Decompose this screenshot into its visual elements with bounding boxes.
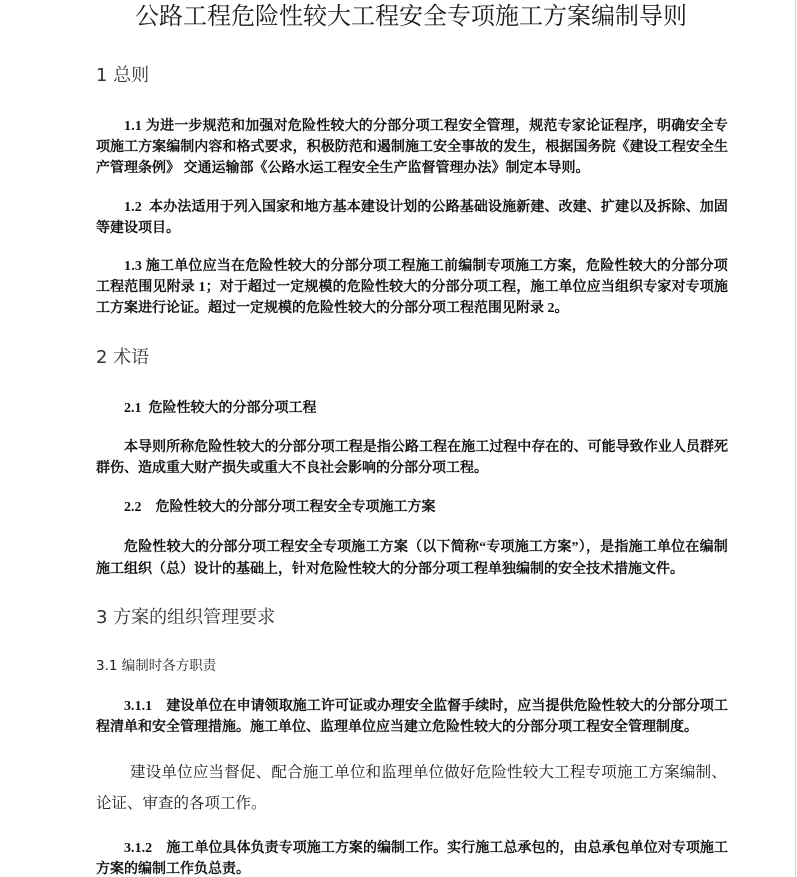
paragraph-line: 1.1 为进一步规范和加强对危险性较大的分部分项工程安全管理，规范专家论证程序，明确安全专	[124, 119, 728, 134]
paragraph-line: 产管理条例》 交通运输部《公路水运工程安全生产监督管理办法》制定本导则。	[96, 161, 590, 176]
paragraph-line: 3.1.2 施工单位具体负责专项施工方案的编制工作。实行施工总承包的，由总承包单位对专项施工	[124, 841, 728, 856]
page-edge-divider	[795, 0, 796, 877]
document-title: 公路工程危险性较大工程安全专项施工方案编制导则	[135, 2, 687, 30]
section-heading-3: 3 方案的组织管理要求	[96, 607, 276, 628]
paragraph-line: 方案的编制工作负总责。	[96, 862, 250, 877]
paragraph-line: 施工组织（总）设计的基础上，针对危险性较大的分部分项工程单独编制的安全技术措施文件。	[96, 562, 684, 577]
subheading-3-1: 3.1 编制时各方职责	[96, 658, 217, 674]
paragraph-line: 建设单位应当督促、配合施工单位和监理单位做好危险性较大工程专项施工方案编制、	[130, 763, 727, 781]
paragraph-line: 1.3 施工单位应当在危险性较大的分部分项工程施工前编制专项施工方案，危险性较大的分部分项	[124, 259, 728, 274]
paragraph-line: 程清单和安全管理措施。施工单位、监理单位应当建立危险性较大的分部分项工程安全管理制度。	[96, 720, 698, 735]
paragraph-line: 本导则所称危险性较大的分部分项工程是指公路工程在施工过程中存在的、可能导致作业人员群死	[124, 440, 728, 455]
section-heading-1: 1 总则	[96, 65, 150, 86]
paragraph-line: 项施工方案编制内容和格式要求，积极防范和遏制施工安全事故的发生，根据国务院《建设工程安全生	[96, 140, 728, 155]
paragraph-line: 危险性较大的分部分项工程安全专项施工方案（以下简称“专项施工方案”），是指施工单位在编制	[124, 540, 728, 555]
paragraph-line: 等建设项目。	[96, 221, 180, 236]
subheading-2-2: 2.2 危险性较大的分部分项工程安全专项施工方案	[124, 500, 436, 515]
paragraph-line: 工程范围见附录 1；对于超过一定规模的危险性较大的分部分项工程，施工单位应当组织专家对专项施	[96, 280, 728, 295]
paragraph-line: 1.2 本办法适用于列入国家和地方基本建设计划的公路基础设施新建、改建、扩建以及拆除、加固	[124, 200, 728, 215]
paragraph-line: 论证、审查的各项工作。	[96, 794, 267, 812]
section-heading-2: 2 术语	[96, 347, 150, 368]
paragraph-line: 群伤、造成重大财产损失或重大不良社会影响的分部分项工程。	[96, 461, 488, 476]
paragraph-line: 3.1.1 建设单位在申请领取施工许可证或办理安全监督手续时，应当提供危险性较大的分部分项工	[124, 699, 728, 714]
subheading-2-1: 2.1 危险性较大的分部分项工程	[124, 401, 317, 416]
paragraph-line: 工方案进行论证。超过一定规模的危险性较大的分部分项工程范围见附录 2。	[96, 301, 569, 316]
